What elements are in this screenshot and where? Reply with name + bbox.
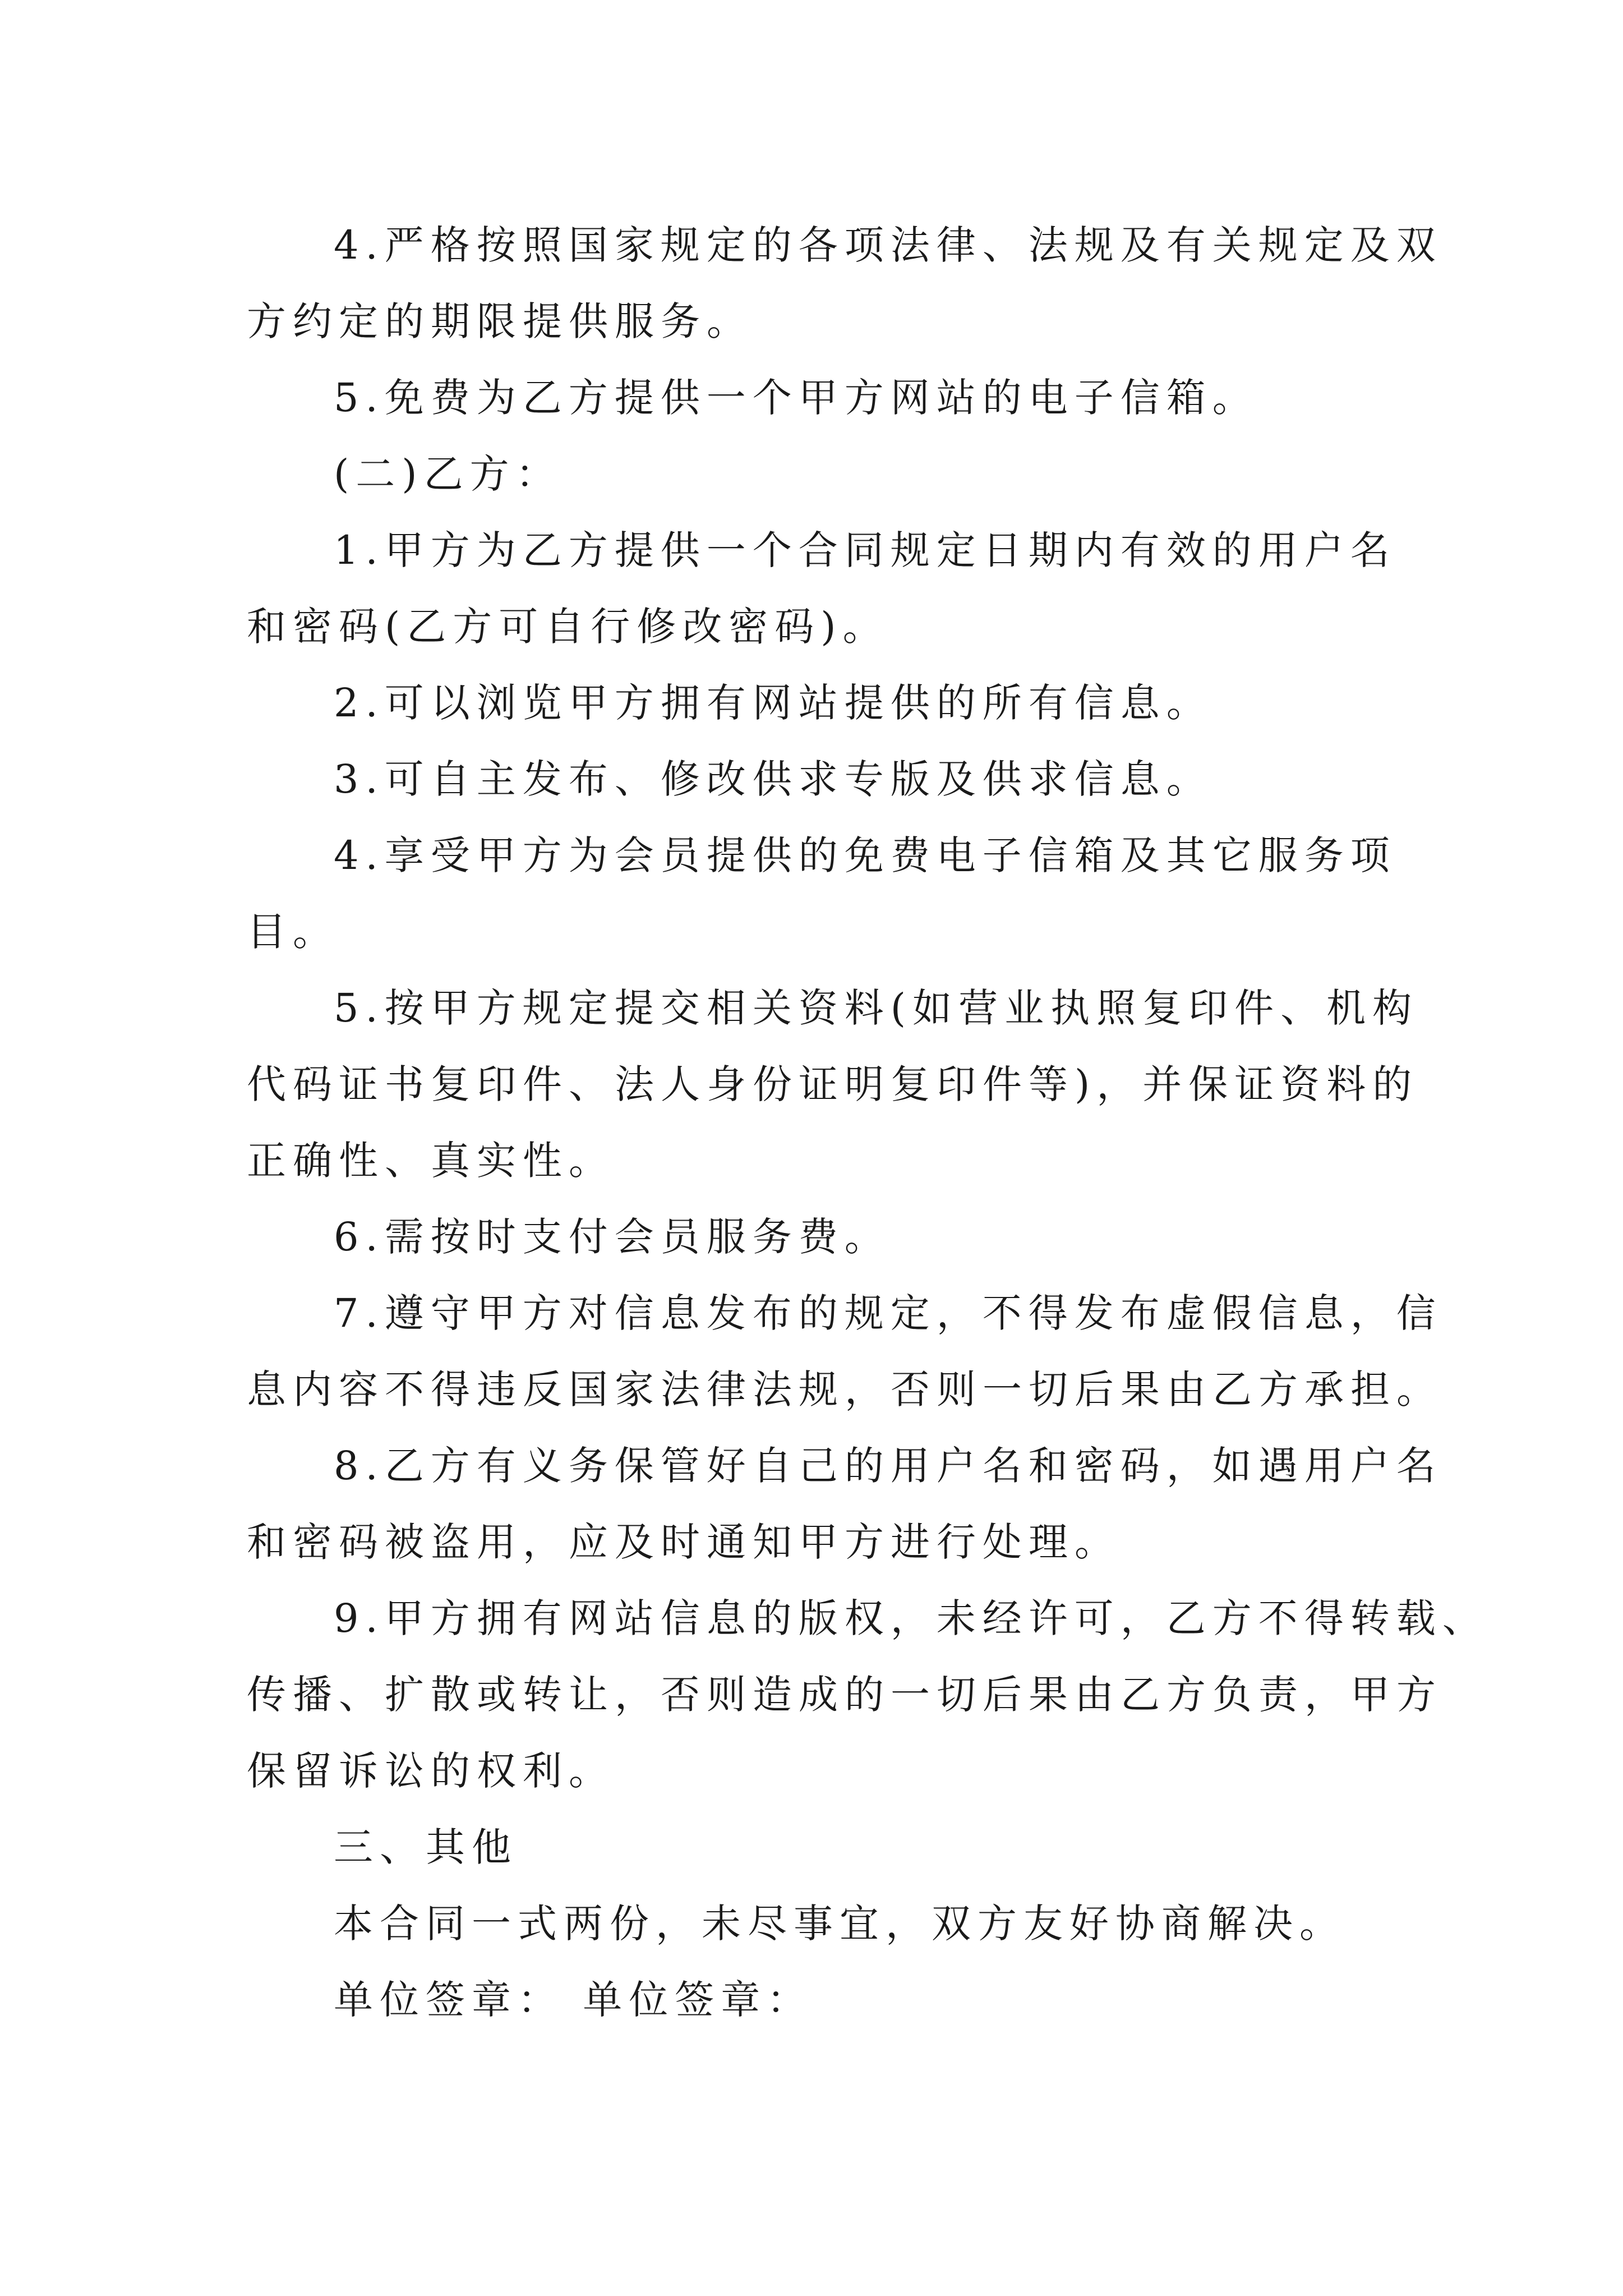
paragraph-line: 4.享受甲方为会员提供的免费电子信箱及其它服务项: [334, 832, 1396, 878]
paragraph-line: 4.严格按照国家规定的各项法律、法规及有关规定及双: [334, 222, 1442, 268]
paragraph-line: 7.遵守甲方对信息发布的规定，不得发布虚假信息，信: [334, 1290, 1442, 1336]
paragraph-line: 2.可以浏览甲方拥有网站提供的所有信息。: [334, 680, 1212, 726]
paragraph-line: 和密码(乙方可自行修改密码)。: [247, 604, 889, 650]
paragraph-line: 代码证书复印件、法人身份证明复印件等)，并保证资料的: [247, 1061, 1419, 1107]
paragraph-line: 方约定的期限提供服务。: [247, 298, 753, 344]
paragraph-line: 9.甲方拥有网站信息的版权，未经许可，乙方不得转载、: [334, 1595, 1488, 1641]
paragraph-line: 和密码被盗用，应及时通知甲方进行处理。: [247, 1519, 1121, 1565]
paragraph-line: 3.可自主发布、修改供求专版及供求信息。: [334, 756, 1212, 802]
paragraph-line: 8.乙方有义务保管好自己的用户名和密码，如遇用户名: [334, 1443, 1442, 1489]
paragraph-line: 5.按甲方规定提交相关资料(如营业执照复印件、机构: [334, 985, 1419, 1031]
signature-line: 单位签章： 单位签章：: [334, 1977, 813, 2023]
paragraph-line: 正确性、真实性。: [247, 1138, 615, 1184]
section-heading: (二)乙方：: [334, 451, 562, 497]
paragraph-line: 1.甲方为乙方提供一个合同规定日期内有效的用户名: [334, 527, 1396, 573]
paragraph-line: 保留诉讼的权利。: [247, 1748, 615, 1794]
section-heading: 三、其他: [334, 1824, 518, 1870]
paragraph-line: 传播、扩散或转让，否则造成的一切后果由乙方负责，甲方: [247, 1672, 1442, 1718]
paragraph-line: 本合同一式两份，未尽事宜，双方友好协商解决。: [334, 1901, 1345, 1947]
paragraph-line: 目。: [247, 909, 339, 955]
paragraph-line: 5.免费为乙方提供一个甲方网站的电子信箱。: [334, 375, 1258, 421]
paragraph-line: 6.需按时支付会员服务费。: [334, 1214, 891, 1260]
paragraph-line: 息内容不得违反国家法律法规，否则一切后果由乙方承担。: [247, 1366, 1442, 1412]
